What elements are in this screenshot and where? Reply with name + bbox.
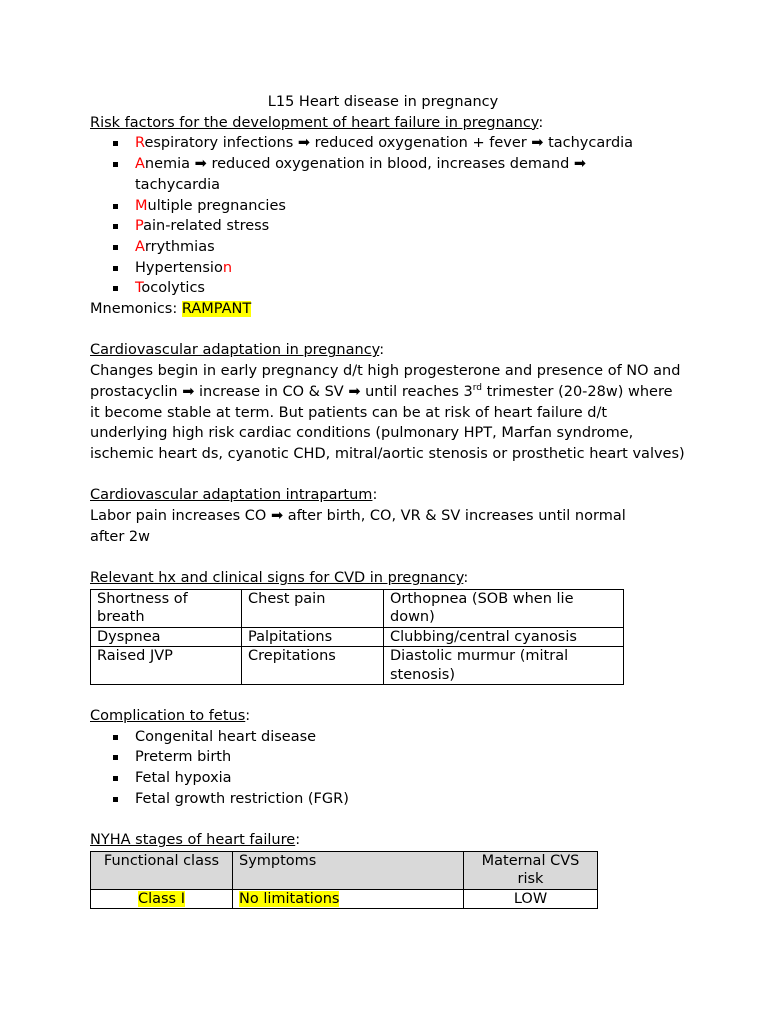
risk-section-heading — [90, 113, 690, 134]
risk-item-arrythmias — [90, 237, 675, 258]
nyha-heading-text: NYHA stages of heart failure — [90, 832, 296, 849]
risk-item-text: ultiple pregnancies — [147, 197, 286, 214]
cv-intra-paragraph: Labor pain increases CO ➡ after birth, CO, VR & SV increases until normal after 2w — [90, 508, 626, 545]
list-item-text: Preterm birth — [135, 749, 232, 766]
bullet-icon — [113, 776, 118, 781]
risk-item-text: nemia ➡ reduced oxygenation in blood, increases demand ➡ tachycardia — [135, 156, 587, 193]
table-cell — [91, 889, 233, 909]
table-cell: Raised JVP — [91, 647, 242, 685]
signs-section-heading — [90, 568, 690, 589]
cv-preg-heading-colon: : — [379, 342, 385, 359]
mnemonic-line — [90, 299, 690, 320]
bullet-icon — [113, 286, 118, 291]
table-row — [91, 647, 624, 685]
fetus-heading-text: Complication to fetus — [90, 708, 246, 725]
table-cell: Dyspnea — [91, 627, 242, 647]
signs-table — [90, 589, 624, 686]
list-item-text: Congenital heart disease — [135, 728, 317, 745]
bullet-icon — [113, 162, 118, 167]
risk-item-tocolytics — [90, 278, 675, 299]
list-item — [90, 747, 675, 768]
table-row — [91, 627, 624, 647]
risk-item-respiratory — [90, 133, 675, 154]
mnemonic-highlight: RAMPANT — [181, 301, 252, 318]
list-item-text: Fetal growth restriction (FGR) — [135, 790, 349, 807]
document-page — [90, 92, 690, 909]
table-row — [91, 589, 624, 627]
list-item-text: Fetal hypoxia — [135, 770, 232, 787]
table-cell: Orthopnea (SOB when lie down) — [384, 589, 624, 627]
bullet-icon — [113, 245, 118, 250]
symptoms-highlight: No limitations — [239, 890, 340, 907]
cv-preg-sup: rd — [472, 383, 483, 393]
cv-intra-section-heading — [90, 485, 690, 506]
risk-item-text: espiratory infections ➡ reduced oxygenation + fever ➡ tachycardia — [144, 135, 634, 152]
risk-item-text: ocolytics — [141, 280, 205, 297]
mnemonic-letter: n — [222, 259, 233, 276]
fetus-heading-colon: : — [245, 708, 251, 725]
cv-intra-heading-colon: : — [372, 487, 378, 504]
cv-preg-heading-text: Cardiovascular adaptation in pregnancy — [90, 342, 380, 359]
mnemonic-letter: A — [135, 156, 145, 173]
risk-list — [90, 133, 690, 299]
table-row — [91, 889, 598, 909]
nyha-section-heading — [90, 830, 690, 851]
risk-item-pain — [90, 216, 675, 237]
bullet-icon — [113, 797, 118, 802]
mnemonic-letter: P — [135, 218, 144, 235]
list-item — [90, 727, 675, 748]
table-header-cell: Maternal CVS risk — [464, 851, 598, 889]
table-cell: Palpitations — [242, 627, 384, 647]
table-cell: Shortness of breath — [91, 589, 242, 627]
cv-preg-section-heading — [90, 340, 690, 361]
bullet-icon — [113, 266, 118, 271]
risk-item-text: rrythmias — [144, 238, 215, 255]
table-cell — [233, 889, 464, 909]
risk-item-text: ain-related stress — [143, 218, 270, 235]
risk-heading-text: Risk factors for the development of heart failure in pregnancy — [90, 114, 539, 131]
page-title: L15 Heart disease in pregnancy — [267, 94, 499, 110]
fetus-list — [90, 727, 690, 810]
risk-item-multiple — [90, 196, 675, 217]
table-cell: Chest pain — [242, 589, 384, 627]
nyha-heading-colon: : — [295, 832, 301, 849]
table-cell: Clubbing/central cyanosis — [384, 627, 624, 647]
risk-item-text: Hypertensio — [135, 259, 223, 276]
table-header-cell: Symptoms — [233, 851, 464, 889]
table-header-row — [91, 851, 598, 889]
mnemonic-letter: R — [135, 135, 145, 152]
cv-preg-paragraph — [90, 361, 685, 465]
risk-heading-colon: : — [538, 114, 544, 131]
table-header-cell: Functional class — [91, 851, 233, 889]
mnemonic-letter: A — [135, 238, 145, 255]
fetus-section-heading — [90, 706, 690, 727]
bullet-icon — [113, 224, 118, 229]
cv-preg-text-a: Changes begin in early pregnancy d/t high progesterone and presence of NO and prostacyclin ➡ increase in CO & SV ➡ until reaches 3 — [90, 363, 681, 400]
table-cell: Diastolic murmur (mitral stenosis) — [384, 647, 624, 685]
table-cell: LOW — [464, 889, 598, 909]
cv-intra-heading-text: Cardiovascular adaptation intrapartum — [90, 487, 373, 504]
class-highlight: Class I — [137, 890, 186, 907]
risk-item-hypertension — [90, 258, 675, 279]
bullet-icon — [113, 755, 118, 760]
risk-item-anemia — [90, 154, 675, 195]
bullet-icon — [113, 141, 118, 146]
nyha-table — [90, 851, 598, 910]
list-item — [90, 789, 675, 810]
mnemonic-label: Mnemonics: — [90, 301, 182, 318]
bullet-icon — [113, 204, 118, 209]
mnemonic-letter: M — [135, 197, 148, 214]
list-item — [90, 768, 675, 789]
cv-preg-text-b: trimester (20-28w) where it become stable at term. But patients can be at risk of heart failure d/t underlying high risk cardiac conditions (pulmonary HPT, Marfan syndrome, ischemic heart ds, cyanotic CHD, mitral/aortic stenosis or prosthetic heart valves) — [90, 383, 685, 462]
table-cell: Crepitations — [242, 647, 384, 685]
bullet-icon — [113, 735, 118, 740]
mnemonic-letter: T — [135, 280, 142, 297]
signs-heading-text: Relevant hx and clinical signs for CVD in pregnancy — [90, 570, 464, 587]
signs-heading-colon: : — [463, 570, 469, 587]
